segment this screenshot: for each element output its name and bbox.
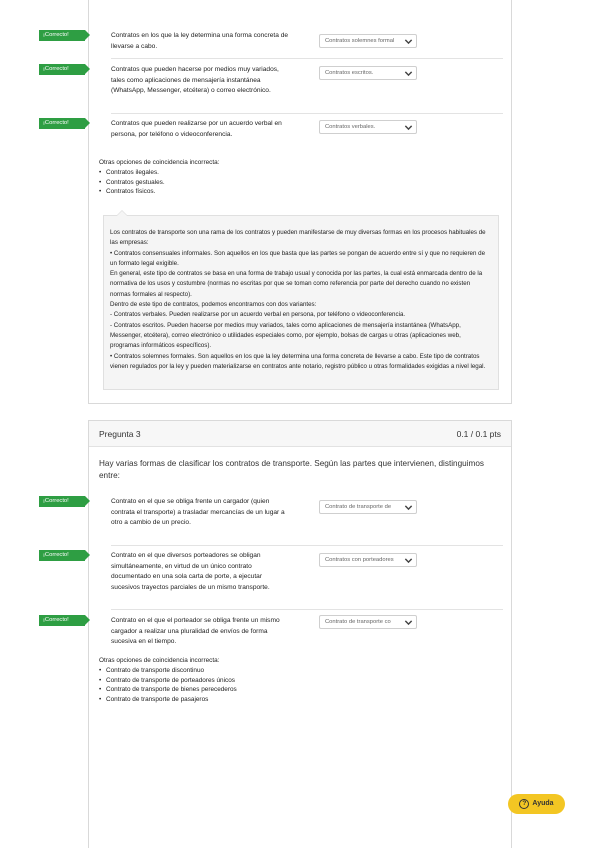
match-answer-select[interactable] — [319, 34, 417, 48]
list-item: • Contratos ilegales. — [99, 168, 219, 178]
answer-feedback-panel — [103, 215, 499, 390]
match-premise: Contrato en el que diversos porteadores se obligan simultáneamente, en virtud de un único contrato documentado en una sola carta de porte, a ejecutar sucesivos trayectos parciales de un mismo transporte. — [111, 552, 270, 591]
correct-badge: ¡Correcto! — [39, 496, 85, 507]
other-incorrect-options — [99, 656, 237, 705]
match-premise: Contratos que pueden realizarse por un acuerdo verbal en persona, por teléfono o videoconferencia. — [111, 120, 282, 138]
chevron-down-icon — [404, 618, 413, 627]
select-value: Contratos solemnes formal — [325, 38, 395, 44]
row-divider — [111, 545, 503, 546]
other-options-list — [99, 666, 237, 705]
other-options-title: Otras opciones de coincidencia incorrecta: — [99, 657, 220, 664]
question-3-card — [43, 420, 512, 848]
match-answer-select[interactable] — [319, 66, 417, 80]
select-value: Contrato de transporte de — [325, 504, 392, 510]
correct-badge: ¡Correcto! — [39, 30, 85, 41]
row-divider — [111, 609, 503, 610]
match-premise: Contratos en los que la ley determina una forma concreta de llevarse a cabo. — [111, 32, 289, 50]
feedback-paragraph: En general, este tipo de contratos se basa en una forma de trabajo usual y conocida por las partes, la cual está enmarcada dentro de la normativa de los usos y costumbre (normas no escritas por que se toman como referencia por parte del derecho cuando no existen normas formales al respecto). — [110, 270, 483, 298]
help-button-label: Ayuda — [532, 800, 554, 807]
other-options-list — [99, 168, 219, 197]
chevron-down-icon — [404, 556, 413, 565]
correct-badge: ¡Correcto! — [39, 64, 85, 75]
chevron-down-icon — [404, 37, 413, 46]
correct-badge: ¡Correcto! — [39, 118, 85, 129]
match-answer-select[interactable] — [319, 500, 417, 514]
list-item: • Contrato de transporte de porteadores únicos — [99, 676, 237, 686]
list-item: • Contrato de transporte de bienes perecederos — [99, 685, 237, 695]
feedback-paragraph: - Contratos escritos. Pueden hacerse por medios muy variados, tales como aplicaciones de mensajería instantánea (WhatsApp, Messenger, etcétera), correo electrónico o utilidades especiales como, por ejemplo, bolsas de cargas u otras (aplicaciones web, programas informáticos específicos). — [110, 321, 461, 350]
select-value: Contrato de transporte co — [325, 619, 391, 625]
list-item: • Contratos físicos. — [99, 187, 219, 197]
select-value: Contratos verbales. — [325, 124, 376, 130]
match-answer-select[interactable] — [319, 615, 417, 629]
chevron-down-icon — [404, 503, 413, 512]
match-premise: Contratos que pueden hacerse por medios muy variados, tales como aplicaciones de mensajería instantánea (WhatsApp, Messenger, etcétera) o correo electrónico. — [111, 66, 279, 95]
feedback-paragraph: • Contratos solemnes formales. Son aquellos en los que la ley determina una forma concreta de llevarse a cabo. Este tipo de contratos vienen regulados por la ley y pueden materializarse en contratos ante notario, registro público u otras formalidades exigidas a nivel legal. — [110, 352, 486, 370]
list-item: • Contratos gestuales. — [99, 178, 219, 188]
list-item: • Contrato de transporte discontinuo — [99, 666, 237, 676]
other-options-title: Otras opciones de coincidencia incorrecta: — [99, 159, 220, 166]
feedback-paragraph: • Contratos consensuales informales. Son aquellos en los que basta que las partes se pongan de acuerdo entre sí y que no requieren de un formato legal exigible. — [110, 249, 486, 267]
select-value: Contratos escritos. — [325, 70, 374, 76]
match-answer-select[interactable] — [319, 553, 417, 567]
help-button[interactable] — [508, 794, 565, 814]
chevron-down-icon — [404, 69, 413, 78]
question-title: Pregunta 3 — [99, 428, 141, 439]
select-value: Contratos con porteadores — [325, 557, 394, 563]
question-score: 0.1 / 0.1 pts — [456, 428, 501, 439]
chevron-down-icon — [404, 123, 413, 132]
row-divider — [111, 58, 503, 59]
match-answer-select[interactable] — [319, 120, 417, 134]
other-incorrect-options — [99, 158, 219, 197]
row-divider — [111, 113, 503, 114]
match-premise: Contrato en el que el porteador se obliga frente un mismo cargador a realizar una pluralidad de envíos de forma sucesiva en el tiempo. — [111, 617, 280, 646]
question-2-card — [43, 0, 512, 404]
question-text: Hay varias formas de clasificar los contratos de transporte. Según las partes que intervienen, distinguimos entre: — [99, 459, 485, 480]
feedback-paragraph: Dentro de este tipo de contratos, podemos encontramos con dos variantes: — [110, 301, 317, 309]
correct-badge: ¡Correcto! — [39, 550, 85, 561]
list-item: • Contrato de transporte de pasajeros — [99, 695, 237, 705]
question-mark-icon: ? — [519, 799, 529, 809]
feedback-paragraph: - Contratos verbales. Pueden realizarse por un acuerdo verbal en persona, por teléfono o videoconferencia. — [110, 311, 406, 319]
match-premise: Contrato en el que se obliga frente un cargador (quien contrata el transporte) a trasladar mercancías de un lugar a otro a cambio de un precio. — [111, 498, 285, 527]
feedback-paragraph: Los contratos de transporte son una rama de los contratos y pueden manifestarse de muy diversas formas en los procesos habituales de las empresas: — [110, 229, 486, 247]
correct-badge: ¡Correcto! — [39, 615, 85, 626]
question-header — [89, 421, 511, 447]
